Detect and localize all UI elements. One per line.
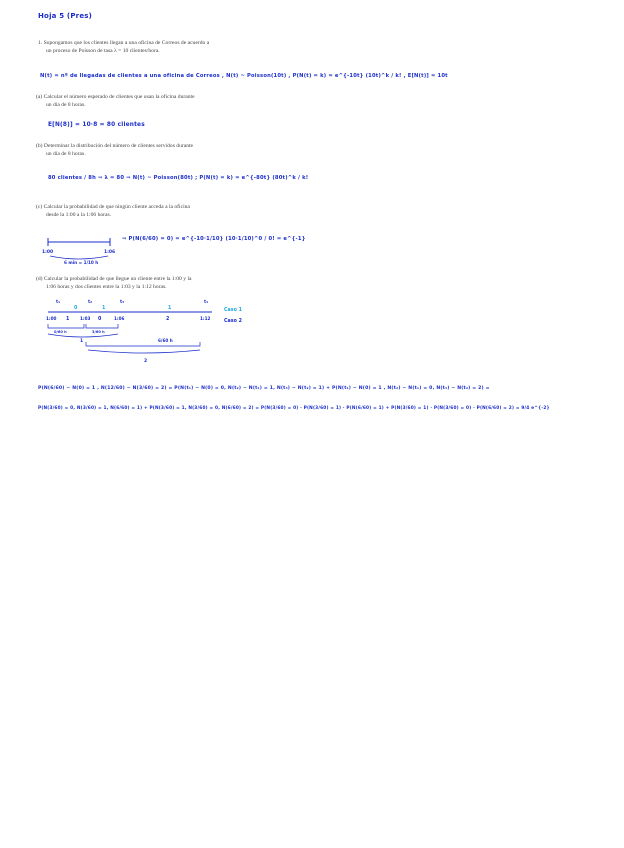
question-c-line2: desde la 1:00 a la 1:06 horas. <box>46 212 112 218</box>
timeline-label-right: 1:06 <box>104 250 116 255</box>
final-line-1: P(N(6/60) − N(0) = 1 , N(12/60) − N(3/60) = 2) = P(N(t₁) − N(0) = 0, N(t₂) − N(t₁) = 1, N(t₃) − N(t₂) = 1) + P(N(t₁) − N(0) = 1 , N(t₂) − N(t₁) = 0, N(t₃) − N(t₂) = 2) = <box>38 386 490 391</box>
label-6-60: 6/60 h <box>158 338 173 343</box>
timeline-label-bottom: 6 min = 1/10 h <box>64 260 99 265</box>
page-title: Hoja 5 (Pres) <box>38 12 93 20</box>
timeline-diagram-d <box>40 298 280 368</box>
top-label-t4: t₄ <box>204 300 209 305</box>
timeline-label-left: 1:00 <box>42 250 54 255</box>
question-a-line2: un día de 8 horas. <box>46 102 86 108</box>
question-c-line1: (c) Calcular la probabilidad de que ningún cliente acceda a la oficina <box>36 204 190 210</box>
label-one: 1 <box>80 339 84 344</box>
problem-intro-line2: un proceso de Poisson de tasa λ = 10 clientes/hora. <box>46 48 160 54</box>
answer-b: 80 clientes / 8h ⇒ λ = 80 ⇒ N(t) ~ Poisson(80t) ; P(N(t) = k) = e^{-80t} (80t)^k / k! <box>48 175 309 181</box>
answer-a: E[N(8)] = 10·8 = 80 clientes <box>48 122 145 128</box>
legend-caso-1: Caso 1 <box>224 308 242 313</box>
question-d-line2: 1:06 horas y dos clientes entre la 1:03 y la 1:12 horas. <box>46 284 167 290</box>
final-line-2: P(N(3/60) = 0, N(3/60) = 1, N(6/60) = 1) + P(N(3/60) = 1, N(3/60) = 0, N(6/60) = 2) = P(N(3/60) = 0) · P(N(3/60) = 1) · P(N(6/60) = 1) + P(N(3/60) = 1) · P(N(3/60) = 0) · P(N(6/60) = 2) = 9/4 e^{-2} <box>38 406 550 411</box>
problem-intro-line1: 1. Supongamos que los clientes llegan a una oficina de Correos de acuerdo a <box>38 40 210 46</box>
question-d-line1: (d) Calcular la probabilidad de que llegue un cliente entre la 1:00 y la <box>36 276 192 282</box>
axis-label-3: 1:06 <box>114 316 125 321</box>
caso1-count-1: 0 <box>74 306 78 311</box>
sub-label-2: 3/60 h <box>92 330 105 334</box>
caso2-count-2: 0 <box>98 317 102 322</box>
axis-label-2: 1:03 <box>80 316 91 321</box>
caso1-count-3: 1 <box>168 306 172 311</box>
caso1-count-2: 1 <box>102 306 106 311</box>
label-two: 2 <box>144 359 148 364</box>
model-definition: N(t) = nº de llegadas de clientes a una oficina de Correos , N(t) ~ Poisson(10t) , P(N(t) = k) = e^{-10t} (10t)^k / k! , E[N(t)] = 10t <box>40 73 448 79</box>
caso2-count-3: 2 <box>166 317 170 322</box>
answer-c: ⇒ P(N(6/60) = 0) = e^{-10·1/10} (10·1/10)^0 / 0! = e^{-1} <box>122 236 306 242</box>
timeline-brace <box>50 256 108 259</box>
top-label-t3: t₃ <box>120 300 125 305</box>
sub-label-1: 0/60 h <box>54 330 67 334</box>
axis-label-1: 1:00 <box>46 316 57 321</box>
question-b-line1: (b) Determinar la distribución del número de clientes servidos durante <box>36 143 194 149</box>
axis-label-4: 1:12 <box>200 316 211 321</box>
legend-caso-2: Caso 2 <box>224 319 242 324</box>
question-a-line1: (a) Calcular el número esperado de clientes que usan la oficina durante <box>36 94 195 100</box>
top-label-t1: t₁ <box>56 300 61 305</box>
top-label-t2: t₂ <box>88 300 93 305</box>
caso2-count-1: 1 <box>66 317 70 322</box>
question-b-line2: un día de 8 horas. <box>46 151 86 157</box>
